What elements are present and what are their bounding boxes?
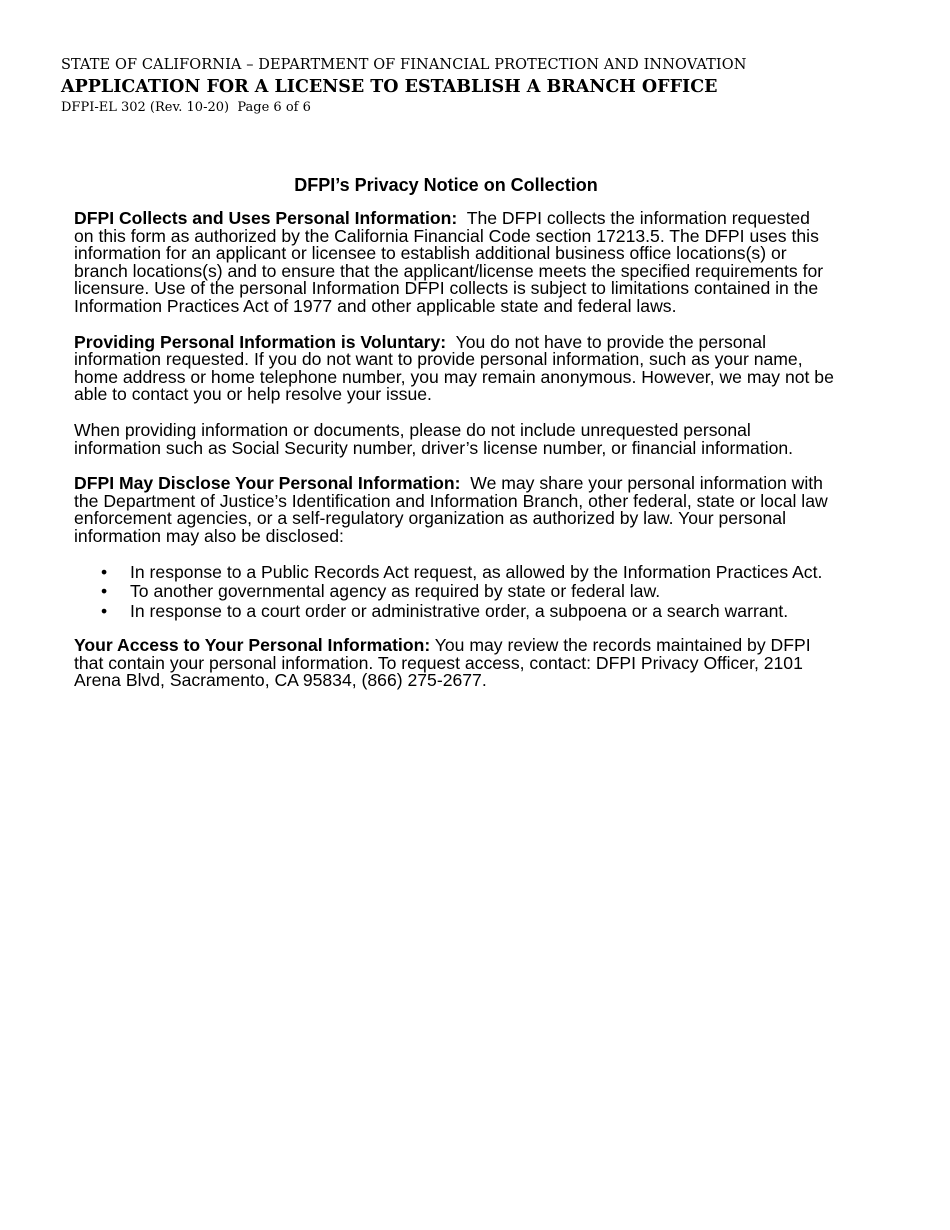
collects-text: The DFPI collects the information requested on this form as authorized by the California Financial Code section 17213.5. The DFPI uses this information for an applicant or licensee to establish additional business office locations(s) or branch locations(s) and to ensure that the applicant/license meets the specified requirements for licensure. Use of the personal Information DFPI collects is subject to limitations contained in the Information Practices Act of 1977 and other applicable state and federal laws.: [74, 208, 824, 316]
voluntary-paragraph: [74, 331, 834, 405]
list-item-text: To another governmental agency as required by state or federal law.: [130, 581, 661, 602]
document-header: [61, 56, 746, 116]
disclose-paragraph: [74, 475, 834, 545]
voluntary-text: You do not have to provide the personal information requested. If you do not want to provide personal information, such as your name, home address or home telephone number, you may remain anonymous. However, we may not be able to contact you or help resolve your issue.: [74, 331, 834, 405]
privacy-notice-body: [74, 210, 834, 708]
list-item: [101, 581, 834, 602]
unrequested-text: When providing information or documents, please do not include unrequested personal information such as Social Security number, driver’s license number, or financial information.: [74, 419, 794, 458]
form-title: APPLICATION FOR A LICENSE TO ESTABLISH A BRANCH OFFICE: [61, 77, 718, 97]
collects-paragraph: [74, 210, 834, 316]
bullet-icon: •: [101, 561, 108, 582]
form-id-page-number: DFPI-EL 302 (Rev. 10-20) Page 6 of 6: [61, 100, 311, 115]
list-item: [101, 561, 834, 582]
disclosure-list: [74, 561, 834, 621]
agency-line: STATE OF CALIFORNIA – DEPARTMENT OF FINANCIAL PROTECTION AND INNOVATION: [61, 57, 747, 73]
collects-heading: DFPI Collects and Uses Personal Information:: [74, 208, 458, 228]
disclose-text: We may share your personal information with the Department of Justice’s Identification and Information Branch, other federal, state or local law enforcement agencies, or a self-regulatory organization as authorized by law. Your personal information may also be disclosed:: [74, 473, 828, 546]
list-item: [101, 600, 834, 621]
voluntary-heading: Providing Personal Information is Voluntary:: [74, 331, 447, 352]
disclose-heading: DFPI May Disclose Your Personal Information:: [74, 473, 461, 494]
access-paragraph: [74, 637, 834, 690]
privacy-notice-title: DFPI’s Privacy Notice on Collection: [294, 175, 598, 195]
bullet-icon: •: [101, 581, 108, 602]
access-heading: Your Access to Your Personal Information:: [74, 635, 431, 656]
list-item-text: In response to a Public Records Act request, as allowed by the Information Practices Act.: [130, 561, 823, 582]
list-item-text: In response to a court order or administrative order, a subpoena or a search warrant.: [130, 600, 789, 621]
access-text: You may review the records maintained by DFPI that contain your personal information. To request access, contact: DFPI Privacy Officer, 2101 Arena Blvd, Sacramento, CA 95834, (866) 275-2677.: [74, 635, 811, 691]
unrequested-paragraph: [74, 419, 834, 458]
bullet-icon: •: [101, 600, 108, 621]
